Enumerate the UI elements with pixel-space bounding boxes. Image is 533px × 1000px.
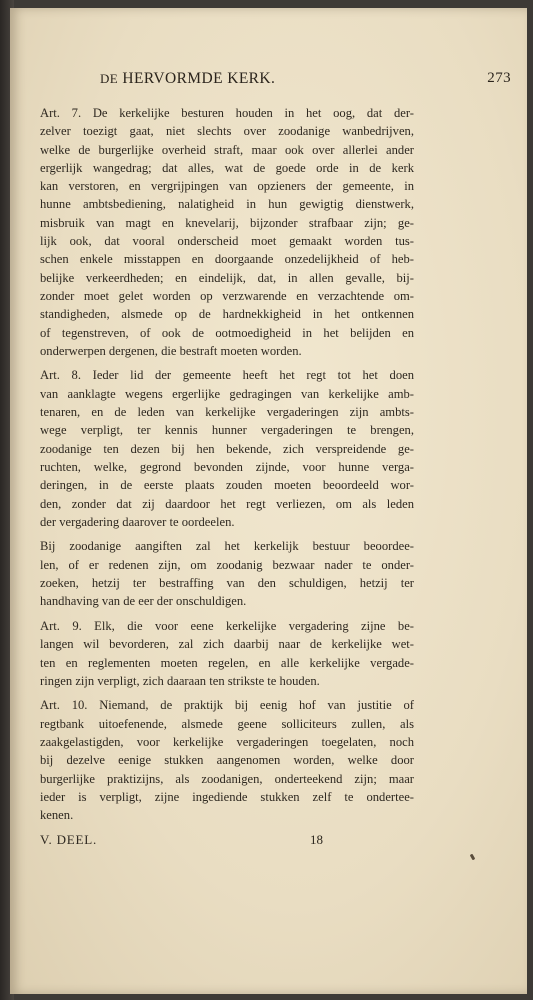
text-line: Bij zoodanige aangiften zal het kerkelijk bestuur beoordee- (40, 539, 414, 554)
running-header (100, 70, 520, 92)
paragraph (40, 537, 414, 610)
text-line: der vergadering daarover te oordeelen. (40, 514, 235, 529)
text-line: den, zonder dat zij daardoor het regt verliezen, om als leden (40, 496, 414, 511)
running-title (100, 70, 275, 88)
paragraph (40, 104, 414, 360)
text-line: Art. 9. Elk, die voor eene kerkelijke vergadering zijne be- (40, 618, 414, 633)
page-footer (40, 832, 414, 852)
paragraph (40, 696, 414, 824)
text-line: Art. 7. De kerkelijke besturen houden in het oog, dat der- (40, 106, 414, 120)
text-line: of tegenstreven, of ook de ootmoedigheid in het belijden en (40, 325, 414, 340)
text-line: lijk ook, dat vooral onderscheid moet gemaakt worden tus- (40, 234, 414, 249)
text-line: ruchten, welke, gegrond bevonden zijnde, voor hunne verga- (40, 459, 414, 474)
text-line: ergerlijk wangedrag; dat alles, wat de goede orde in de kerk (40, 160, 414, 175)
text-line: hunne ambtsbediening, nalatigheid in hun gewigtig dienstwerk, (40, 197, 414, 212)
text-line: handhaving van de eer der onschuldigen. (40, 594, 247, 609)
paragraph (40, 366, 414, 531)
text-line: ieder is verpligt, zijne ingediende stukken zelf te ondertee- (40, 789, 414, 804)
running-title-prefix: DE (100, 71, 119, 86)
text-line: bij dezelve eenige stukken aangenomen worden, welke door (40, 753, 414, 768)
text-line: schen enkele misstappen en doorgaande onzedelijkheid of heb- (40, 252, 414, 267)
text-line: regtbank uitoefenende, alsmede geene solliciteurs zullen, als (40, 716, 414, 731)
text-line: burgerlijke praktizijns, als zoodanigen, onderteekend zijn; maar (40, 771, 414, 786)
signature-mark: 18 (310, 832, 323, 847)
text-line: zoodanige ten dezen bij hen bekende, zich verspreidende ge- (40, 441, 414, 456)
volume-label: V. DEEL. (40, 832, 98, 847)
text-line: len, of er redenen zijn, om zoodanig bezwaar nader te onder- (40, 557, 414, 572)
text-line: ringen zijn verpligt, zich daaraan ten strikste te houden. (40, 673, 320, 688)
text-line: van aanklagte wegens ergerlijke gedragingen van kerkelijke amb- (40, 386, 414, 401)
text-line: wege verpligt, ter kennis hunner vergaderingen te brengen, (40, 423, 414, 438)
text-line: zelver toezigt gaat, niet slechts over zoodanige wanbedrijven, (40, 124, 414, 139)
page-body-text (40, 104, 414, 831)
text-line: kan verstoren, en vergrijpingen van opzieners der gemeente, in (40, 179, 414, 194)
text-line: zonder moet gelet worden op verzwarende en verzachtende om- (40, 288, 414, 303)
running-title-main: HERVORMDE KERK. (122, 70, 276, 87)
text-line: welke de burgerlijke overheid straft, maar ook over allerlei ander (40, 142, 414, 157)
text-line: standigheden, alsmede op de hardnekkigheid in het ontkennen (40, 307, 414, 322)
page-number: 273 (487, 70, 511, 86)
paper-speck (470, 854, 476, 861)
text-line: onderwerpen dergenen, die bestraft moeten worden. (40, 343, 302, 358)
text-line: deringen, in de eerste plaats zouden moeten beoordeeld wor- (40, 478, 414, 493)
text-line: zaakgelastigden, voor kerkelijke vergaderingen toegelaten, noch (40, 734, 414, 749)
text-line: tenaren, en de leden van kerkelijke vergaderingen zijn ambts- (40, 405, 414, 420)
text-line: ten en reglementen moeten regelen, en alle kerkelijke vergade- (40, 655, 414, 670)
text-line: belijke verkeerdheden; en eindelijk, dat, in allen gevalle, bij- (40, 270, 414, 285)
text-line: Art. 10. Niemand, de praktijk bij eenig hof van justitie of (40, 698, 414, 713)
text-line: langen wil bevorderen, zal zich daarbij naar de kerkelijke wet- (40, 637, 414, 652)
text-line: kenen. (40, 808, 74, 823)
text-line: misbruik van magt en knevelarij, bijzonder strafbaar zijn; ge- (40, 215, 414, 230)
text-line: Art. 8. Ieder lid der gemeente heeft het regt tot het doen (40, 368, 414, 383)
text-line: zoeken, hetzij ter bestraffing van den schuldigen, hetzij ter (40, 576, 414, 591)
paragraph (40, 617, 414, 690)
